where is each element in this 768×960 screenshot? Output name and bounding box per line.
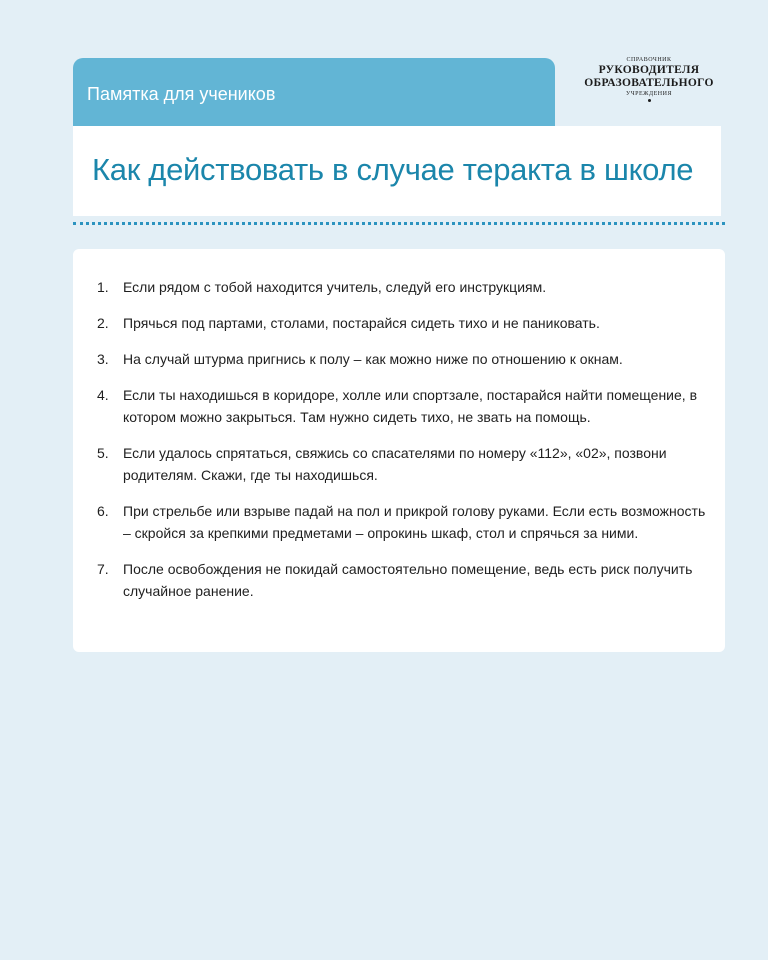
item-text: Если рядом с тобой находится учитель, следуй его инструкциям. xyxy=(123,279,547,295)
item-number: 1. xyxy=(97,279,109,295)
list-item xyxy=(97,500,709,544)
dotted-divider xyxy=(73,222,725,225)
list-item xyxy=(97,442,709,486)
item-number: 3. xyxy=(97,351,109,367)
item-number: 5. xyxy=(97,445,109,461)
list-item xyxy=(97,348,709,370)
list-item xyxy=(97,558,709,602)
item-number: 4. xyxy=(97,387,109,403)
publication-logo xyxy=(576,56,722,102)
logo-dot-icon xyxy=(648,99,651,102)
item-text: После освобождения не покидай самостоятельно помещение, ведь есть риск получить случайное ранение. xyxy=(123,561,693,599)
logo-line-4: УЧРЕЖДЕНИЯ xyxy=(626,91,672,97)
item-number: 2. xyxy=(97,315,109,331)
item-number: 7. xyxy=(97,561,109,577)
item-text: При стрельбе или взрыве падай на пол и прикрой голову руками. Если есть возможность – скройся за крепкими предметами – опрокинь шкаф, стол и спрячься за ними. xyxy=(123,503,706,541)
logo-line-1: СПРАВОЧНИК xyxy=(626,57,672,63)
logo-line-2: РУКОВОДИТЕЛЯ xyxy=(598,64,700,76)
list-item xyxy=(97,276,709,298)
title-panel xyxy=(73,126,721,216)
item-text: Прячься под партами, столами, постарайся сидеть тихо и не паниковать. xyxy=(123,315,600,331)
list-item xyxy=(97,312,709,334)
logo-line-3: ОБРАЗОВАТЕЛЬНОГО xyxy=(584,77,714,89)
instructions-card xyxy=(73,249,725,652)
page-title: Как действовать в случае теракта в школе xyxy=(92,152,694,187)
item-number: 6. xyxy=(97,503,109,519)
item-text: Если ты находишься в коридоре, холле или спортзале, постарайся найти помещение, в котором можно закрыться. Там нужно сидеть тихо, не звать на помощь. xyxy=(123,387,697,425)
item-text: На случай штурма пригнись к полу – как можно ниже по отношению к окнам. xyxy=(123,351,623,367)
list-item xyxy=(97,384,709,428)
memo-tab-header xyxy=(73,58,555,126)
instructions-list xyxy=(97,276,709,616)
memo-tab-label: Памятка для учеников xyxy=(87,84,276,104)
item-text: Если удалось спрятаться, свяжись со спасателями по номеру «112», «02», позвони родителям. Скажи, где ты находишься. xyxy=(123,445,667,483)
